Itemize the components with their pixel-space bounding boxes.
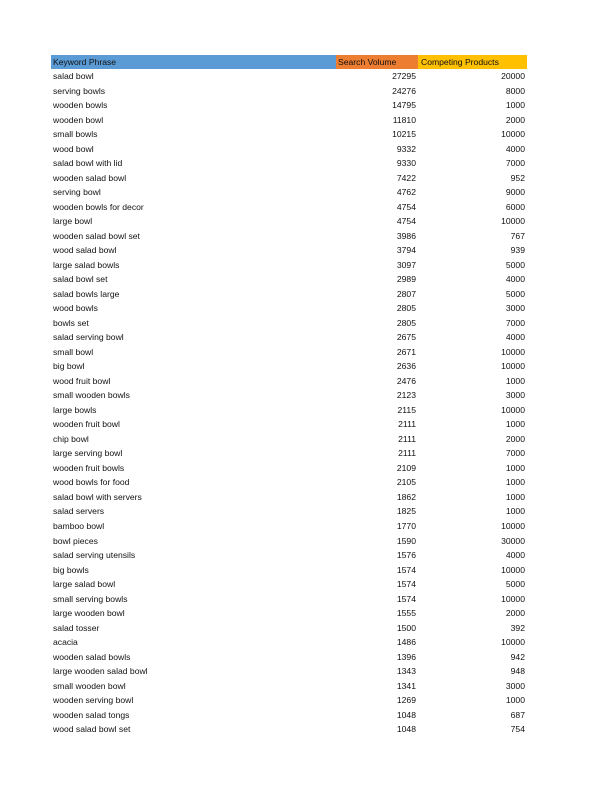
keyword-cell: large serving bowl (53, 448, 123, 459)
search-volume-cell: 1574 (396, 593, 416, 604)
table-row (51, 229, 527, 244)
search-volume-cell: 2476 (396, 375, 416, 386)
competing-products-cell: 3000 (505, 303, 525, 314)
competing-products-cell: 3000 (505, 390, 525, 401)
search-volume-cell: 1862 (396, 491, 416, 502)
keyword-cell: chip bowl (53, 433, 89, 444)
keyword-cell: large wooden salad bowl (53, 666, 148, 677)
competing-products-cell: 2000 (505, 114, 525, 125)
table-row (51, 664, 527, 679)
table-row (51, 156, 527, 171)
competing-products-cell: 10000 (501, 216, 525, 227)
keyword-cell: wooden salad bowl set (53, 230, 140, 241)
search-volume-cell: 2111 (398, 433, 416, 444)
table-row (51, 635, 527, 650)
search-volume-cell: 2989 (396, 274, 416, 285)
search-volume-cell: 2805 (396, 317, 416, 328)
table-header-row (51, 55, 527, 69)
search-volume-cell: 2111 (398, 448, 416, 459)
search-volume-cell: 3097 (396, 259, 416, 270)
table-row (51, 272, 527, 287)
keyword-cell: small wooden bowls (53, 390, 130, 401)
keyword-cell: big bowls (53, 564, 89, 575)
keyword-cell: wooden bowls (53, 100, 108, 111)
competing-products-cell: 1000 (505, 491, 525, 502)
competing-products-cell: 10000 (501, 564, 525, 575)
search-volume-cell: 4754 (396, 216, 416, 227)
search-volume-cell: 1048 (396, 724, 416, 735)
table-row (51, 592, 527, 607)
competing-products-cell: 754 (510, 724, 525, 735)
competing-products-cell: 2000 (505, 608, 525, 619)
keyword-cell: bamboo bowl (53, 520, 105, 531)
keyword-cell: wooden salad bowl (53, 172, 127, 183)
table-row (51, 621, 527, 636)
search-volume-cell: 1825 (396, 506, 416, 517)
search-volume-cell: 3986 (396, 230, 416, 241)
competing-products-cell: 10000 (501, 129, 525, 140)
table-row (51, 475, 527, 490)
search-volume-cell: 24276 (392, 85, 416, 96)
table-row (51, 534, 527, 549)
keyword-cell: wooden fruit bowls (53, 462, 125, 473)
table-row (51, 708, 527, 723)
table-row (51, 142, 527, 157)
keyword-cell: big bowl (53, 361, 85, 372)
competing-products-cell: 1000 (505, 477, 525, 488)
keyword-cell: large bowl (53, 216, 93, 227)
competing-products-cell: 9000 (505, 187, 525, 198)
keyword-cell: wood bowls (53, 303, 98, 314)
keyword-cell: large wooden bowl (53, 608, 125, 619)
search-volume-cell: 7422 (396, 172, 416, 183)
search-volume-cell: 2805 (396, 303, 416, 314)
keyword-cell: wooden serving bowl (53, 695, 134, 706)
search-volume-cell: 2105 (396, 477, 416, 488)
competing-products-cell: 7000 (505, 158, 525, 169)
competing-products-cell: 1000 (505, 506, 525, 517)
keyword-cell: wood salad bowl (53, 245, 117, 256)
competing-products-cell: 687 (510, 709, 525, 720)
keyword-cell: salad serving utensils (53, 550, 136, 561)
search-volume-cell: 1574 (396, 579, 416, 590)
table-row (51, 113, 527, 128)
keyword-cell: salad servers (53, 506, 105, 517)
keyword-cell: bowls set (53, 317, 89, 328)
table-body (51, 69, 527, 737)
keyword-cell: large salad bowl (53, 579, 116, 590)
keyword-cell: serving bowls (53, 85, 106, 96)
competing-products-cell: 4000 (505, 550, 525, 561)
competing-products-cell: 939 (510, 245, 525, 256)
table-row (51, 330, 527, 345)
search-volume-cell: 2123 (396, 390, 416, 401)
competing-products-cell: 6000 (505, 201, 525, 212)
search-volume-cell: 1590 (396, 535, 416, 546)
table-row (51, 359, 527, 374)
competing-products-cell: 4000 (505, 143, 525, 154)
keyword-cell: salad bowl with servers (53, 491, 142, 502)
competing-products-cell: 4000 (505, 332, 525, 343)
keyword-cell: salad tosser (53, 622, 100, 633)
competing-products-cell: 5000 (505, 288, 525, 299)
search-volume-cell: 2111 (398, 419, 416, 430)
keyword-cell: wooden bowls for decor (53, 201, 144, 212)
table-row (51, 722, 527, 737)
keyword-cell: wood fruit bowl (53, 375, 111, 386)
competing-products-cell: 1000 (505, 419, 525, 430)
table-row (51, 563, 527, 578)
table-row (51, 432, 527, 447)
competing-products-cell: 1000 (505, 695, 525, 706)
table-row (51, 200, 527, 215)
keyword-cell: serving bowl (53, 187, 101, 198)
table-row (51, 84, 527, 99)
table-row (51, 69, 527, 84)
table-row (51, 301, 527, 316)
search-volume-cell: 1770 (396, 520, 416, 531)
competing-products-cell: 942 (510, 651, 525, 662)
header-keyword-phrase: Keyword Phrase (51, 55, 336, 69)
table-row (51, 417, 527, 432)
competing-products-cell: 10000 (501, 520, 525, 531)
table-row (51, 258, 527, 273)
keyword-table (51, 55, 527, 737)
keyword-cell: acacia (53, 637, 78, 648)
search-volume-cell: 2675 (396, 332, 416, 343)
competing-products-cell: 392 (510, 622, 525, 633)
table-row (51, 461, 527, 476)
search-volume-cell: 14795 (392, 100, 416, 111)
competing-products-cell: 10000 (501, 346, 525, 357)
keyword-cell: small wooden bowl (53, 680, 126, 691)
table-row (51, 403, 527, 418)
table-row (51, 693, 527, 708)
table-row (51, 374, 527, 389)
keyword-cell: salad serving bowl (53, 332, 124, 343)
keyword-cell: small serving bowls (53, 593, 128, 604)
search-volume-cell: 2115 (397, 404, 416, 415)
competing-products-cell: 5000 (505, 259, 525, 270)
search-volume-cell: 4754 (396, 201, 416, 212)
search-volume-cell: 1343 (396, 666, 416, 677)
competing-products-cell: 10000 (501, 637, 525, 648)
header-competing-products: Competing Products (418, 55, 527, 69)
keyword-cell: small bowl (53, 346, 94, 357)
table-row (51, 577, 527, 592)
search-volume-cell: 11810 (392, 114, 416, 125)
competing-products-cell: 30000 (501, 535, 525, 546)
search-volume-cell: 1500 (396, 622, 416, 633)
search-volume-cell: 9330 (396, 158, 416, 169)
keyword-cell: large salad bowls (53, 259, 120, 270)
competing-products-cell: 10000 (501, 593, 525, 604)
keyword-cell: large bowls (53, 404, 97, 415)
table-row (51, 127, 527, 142)
competing-products-cell: 952 (510, 172, 525, 183)
search-volume-cell: 1574 (396, 564, 416, 575)
competing-products-cell: 5000 (505, 579, 525, 590)
keyword-cell: salad bowls large (53, 288, 120, 299)
competing-products-cell: 948 (510, 666, 525, 677)
search-volume-cell: 1396 (396, 651, 416, 662)
table-row (51, 650, 527, 665)
competing-products-cell: 767 (510, 230, 525, 241)
keyword-cell: wooden bowl (53, 114, 104, 125)
table-row (51, 243, 527, 258)
table-row (51, 185, 527, 200)
competing-products-cell: 2000 (505, 433, 525, 444)
search-volume-cell: 9332 (396, 143, 416, 154)
table-row (51, 214, 527, 229)
table-row (51, 171, 527, 186)
search-volume-cell: 10215 (392, 129, 416, 140)
search-volume-cell: 2807 (396, 288, 416, 299)
search-volume-cell: 1576 (396, 550, 416, 561)
competing-products-cell: 10000 (501, 404, 525, 415)
keyword-cell: wooden salad tongs (53, 709, 130, 720)
table-row (51, 504, 527, 519)
competing-products-cell: 4000 (505, 274, 525, 285)
search-volume-cell: 3794 (396, 245, 416, 256)
search-volume-cell: 2671 (396, 346, 416, 357)
keyword-cell: wooden salad bowls (53, 651, 131, 662)
table-row (51, 345, 527, 360)
table-row (51, 287, 527, 302)
table-row (51, 519, 527, 534)
search-volume-cell: 2636 (396, 361, 416, 372)
table-row (51, 446, 527, 461)
search-volume-cell: 2109 (396, 462, 416, 473)
competing-products-cell: 1000 (505, 462, 525, 473)
table-row (51, 548, 527, 563)
header-search-volume: Search Volume (336, 55, 418, 69)
table-row (51, 679, 527, 694)
keyword-cell: small bowls (53, 129, 98, 140)
table-row (51, 490, 527, 505)
keyword-cell: salad bowl with lid (53, 158, 123, 169)
table-row (51, 98, 527, 113)
keyword-cell: salad bowl set (53, 274, 108, 285)
search-volume-cell: 1555 (396, 608, 416, 619)
competing-products-cell: 1000 (505, 375, 525, 386)
search-volume-cell: 1269 (396, 695, 416, 706)
search-volume-cell: 27295 (392, 71, 416, 81)
competing-products-cell: 7000 (505, 448, 525, 459)
keyword-cell: wood bowls for food (53, 477, 130, 488)
competing-products-cell: 7000 (505, 317, 525, 328)
competing-products-cell: 8000 (505, 85, 525, 96)
table-row (51, 388, 527, 403)
keyword-cell: wood bowl (53, 143, 94, 154)
keyword-cell: wooden fruit bowl (53, 419, 120, 430)
search-volume-cell: 4762 (396, 187, 416, 198)
keyword-cell: bowl pieces (53, 535, 98, 546)
table-row (51, 316, 527, 331)
search-volume-cell: 1048 (396, 709, 416, 720)
competing-products-cell: 20000 (501, 71, 525, 81)
keyword-cell: salad bowl (53, 71, 94, 81)
competing-products-cell: 1000 (505, 100, 525, 111)
competing-products-cell: 10000 (501, 361, 525, 372)
search-volume-cell: 1486 (396, 637, 416, 648)
keyword-cell: wood salad bowl set (53, 724, 131, 735)
table-row (51, 606, 527, 621)
competing-products-cell: 3000 (505, 680, 525, 691)
search-volume-cell: 1341 (396, 680, 416, 691)
